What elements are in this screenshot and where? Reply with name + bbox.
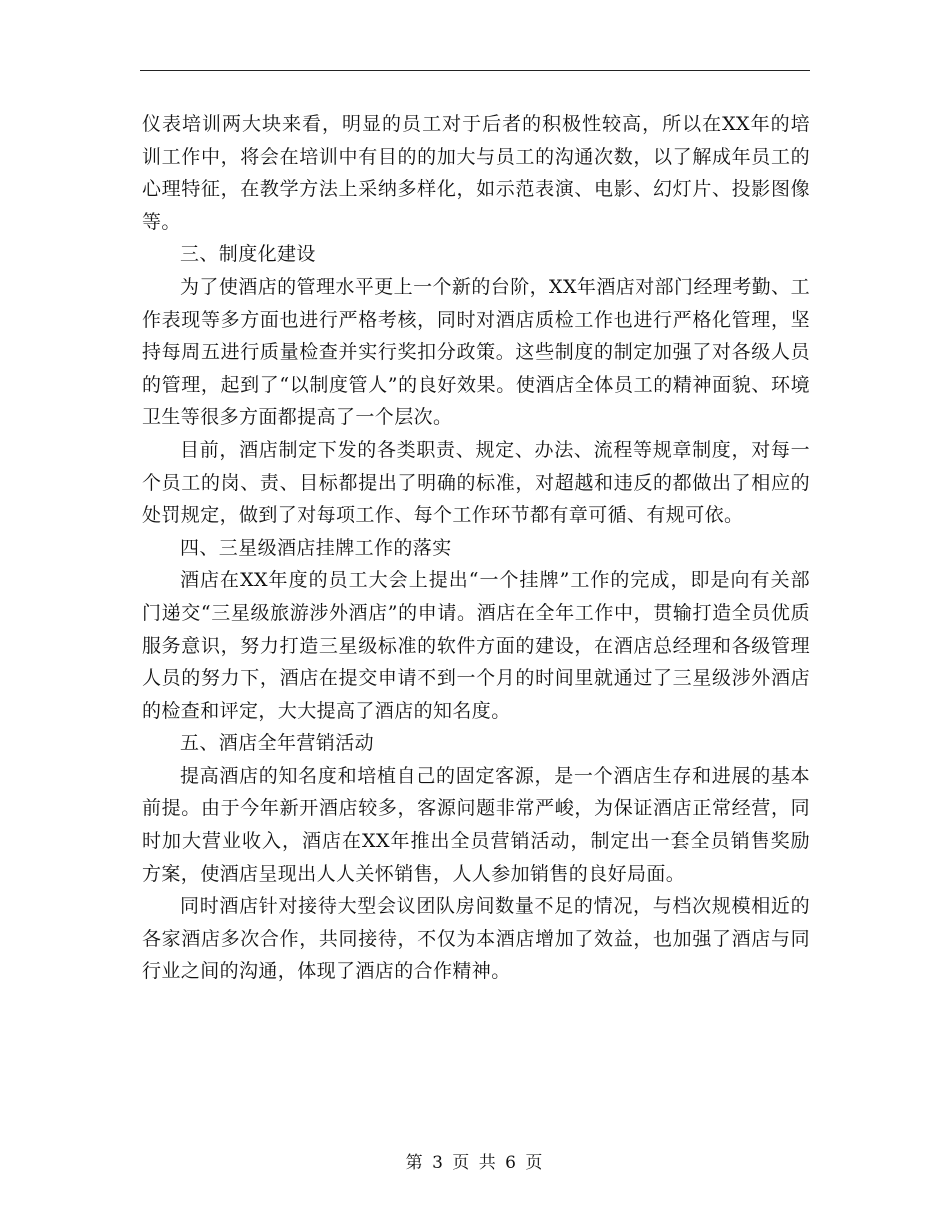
paragraph: 同时酒店针对接待大型会议团队房间数量不足的情况，与档次规模相近的各家酒店多次合作，共同接待，不仅为本酒店增加了效益，也加强了酒店与同行业之间的沟通，体现了酒店的合作精神。: [142, 895, 810, 983]
paragraph: 酒店在XX年度的员工大会上提出“一个挂牌”工作的完成，即是向有关部门递交“三星级旅游涉外酒店”的申请。酒店在全年工作中，贯输打造全员优质服务意识，努力打造三星级标准的软件方面的建设，在酒店总经理和各级管理人员的努力下，酒店在提交申请不到一个月的时间里就通过了三星级涉外酒店的检查和评定，大大提高了酒店的知名度。: [142, 569, 810, 722]
header-rule: [140, 70, 810, 71]
paragraph: 目前，酒店制定下发的各类职责、规定、办法、流程等规章制度，对每一个员工的岗、责、目标都提出了明确的标准，对超越和违反的都做出了相应的处罚规定，做到了对每项工作、每个工作环节都有章可循、有规可依。: [142, 438, 810, 527]
document-body: [142, 108, 810, 988]
paragraph-continuation: 仪表培训两大块来看，明显的员工对于后者的积极性较高，所以在XX年的培训工作中，将会在培训中有目的的加大与员工的沟通次数，以了解成年员工的心理特征，在教学方法上采纳多样化，如示范表演、电影、幻灯片、投影图像等。: [142, 113, 810, 233]
section-heading-three-star-listing: 四、三星级酒店挂牌工作的落实: [180, 536, 452, 559]
paragraph: 提高酒店的知名度和培植自己的固定客源，是一个酒店生存和进展的基本前提。由于今年新开酒店较多，客源问题非常严峻，为保证酒店正常经营，同时加大营业收入，酒店在XX年推出全员营销活动，制定出一套全员销售奖励方案，使酒店呈现出人人关怀销售，人人参加销售的良好局面。: [142, 764, 810, 885]
section-heading-marketing: 五、酒店全年营销活动: [180, 732, 375, 755]
section-heading-institutionalization: 三、制度化建设: [180, 243, 316, 266]
paragraph: 为了使酒店的管理水平更上一个新的台阶，XX年酒店对部门经理考勤、工作表现等多方面也进行严格考核，同时对酒店质检工作也进行严格化管理，坚持每周五进行质量检查并实行奖扣分政策。这些制度的制定加强了对各级人员的管理，起到了“以制度管人”的良好效果。使酒店全体员工的精神面貌、环境卫生等很多方面都提高了一个层次。: [142, 275, 810, 429]
page-number: 第 3 页 共 6 页: [405, 1153, 545, 1173]
